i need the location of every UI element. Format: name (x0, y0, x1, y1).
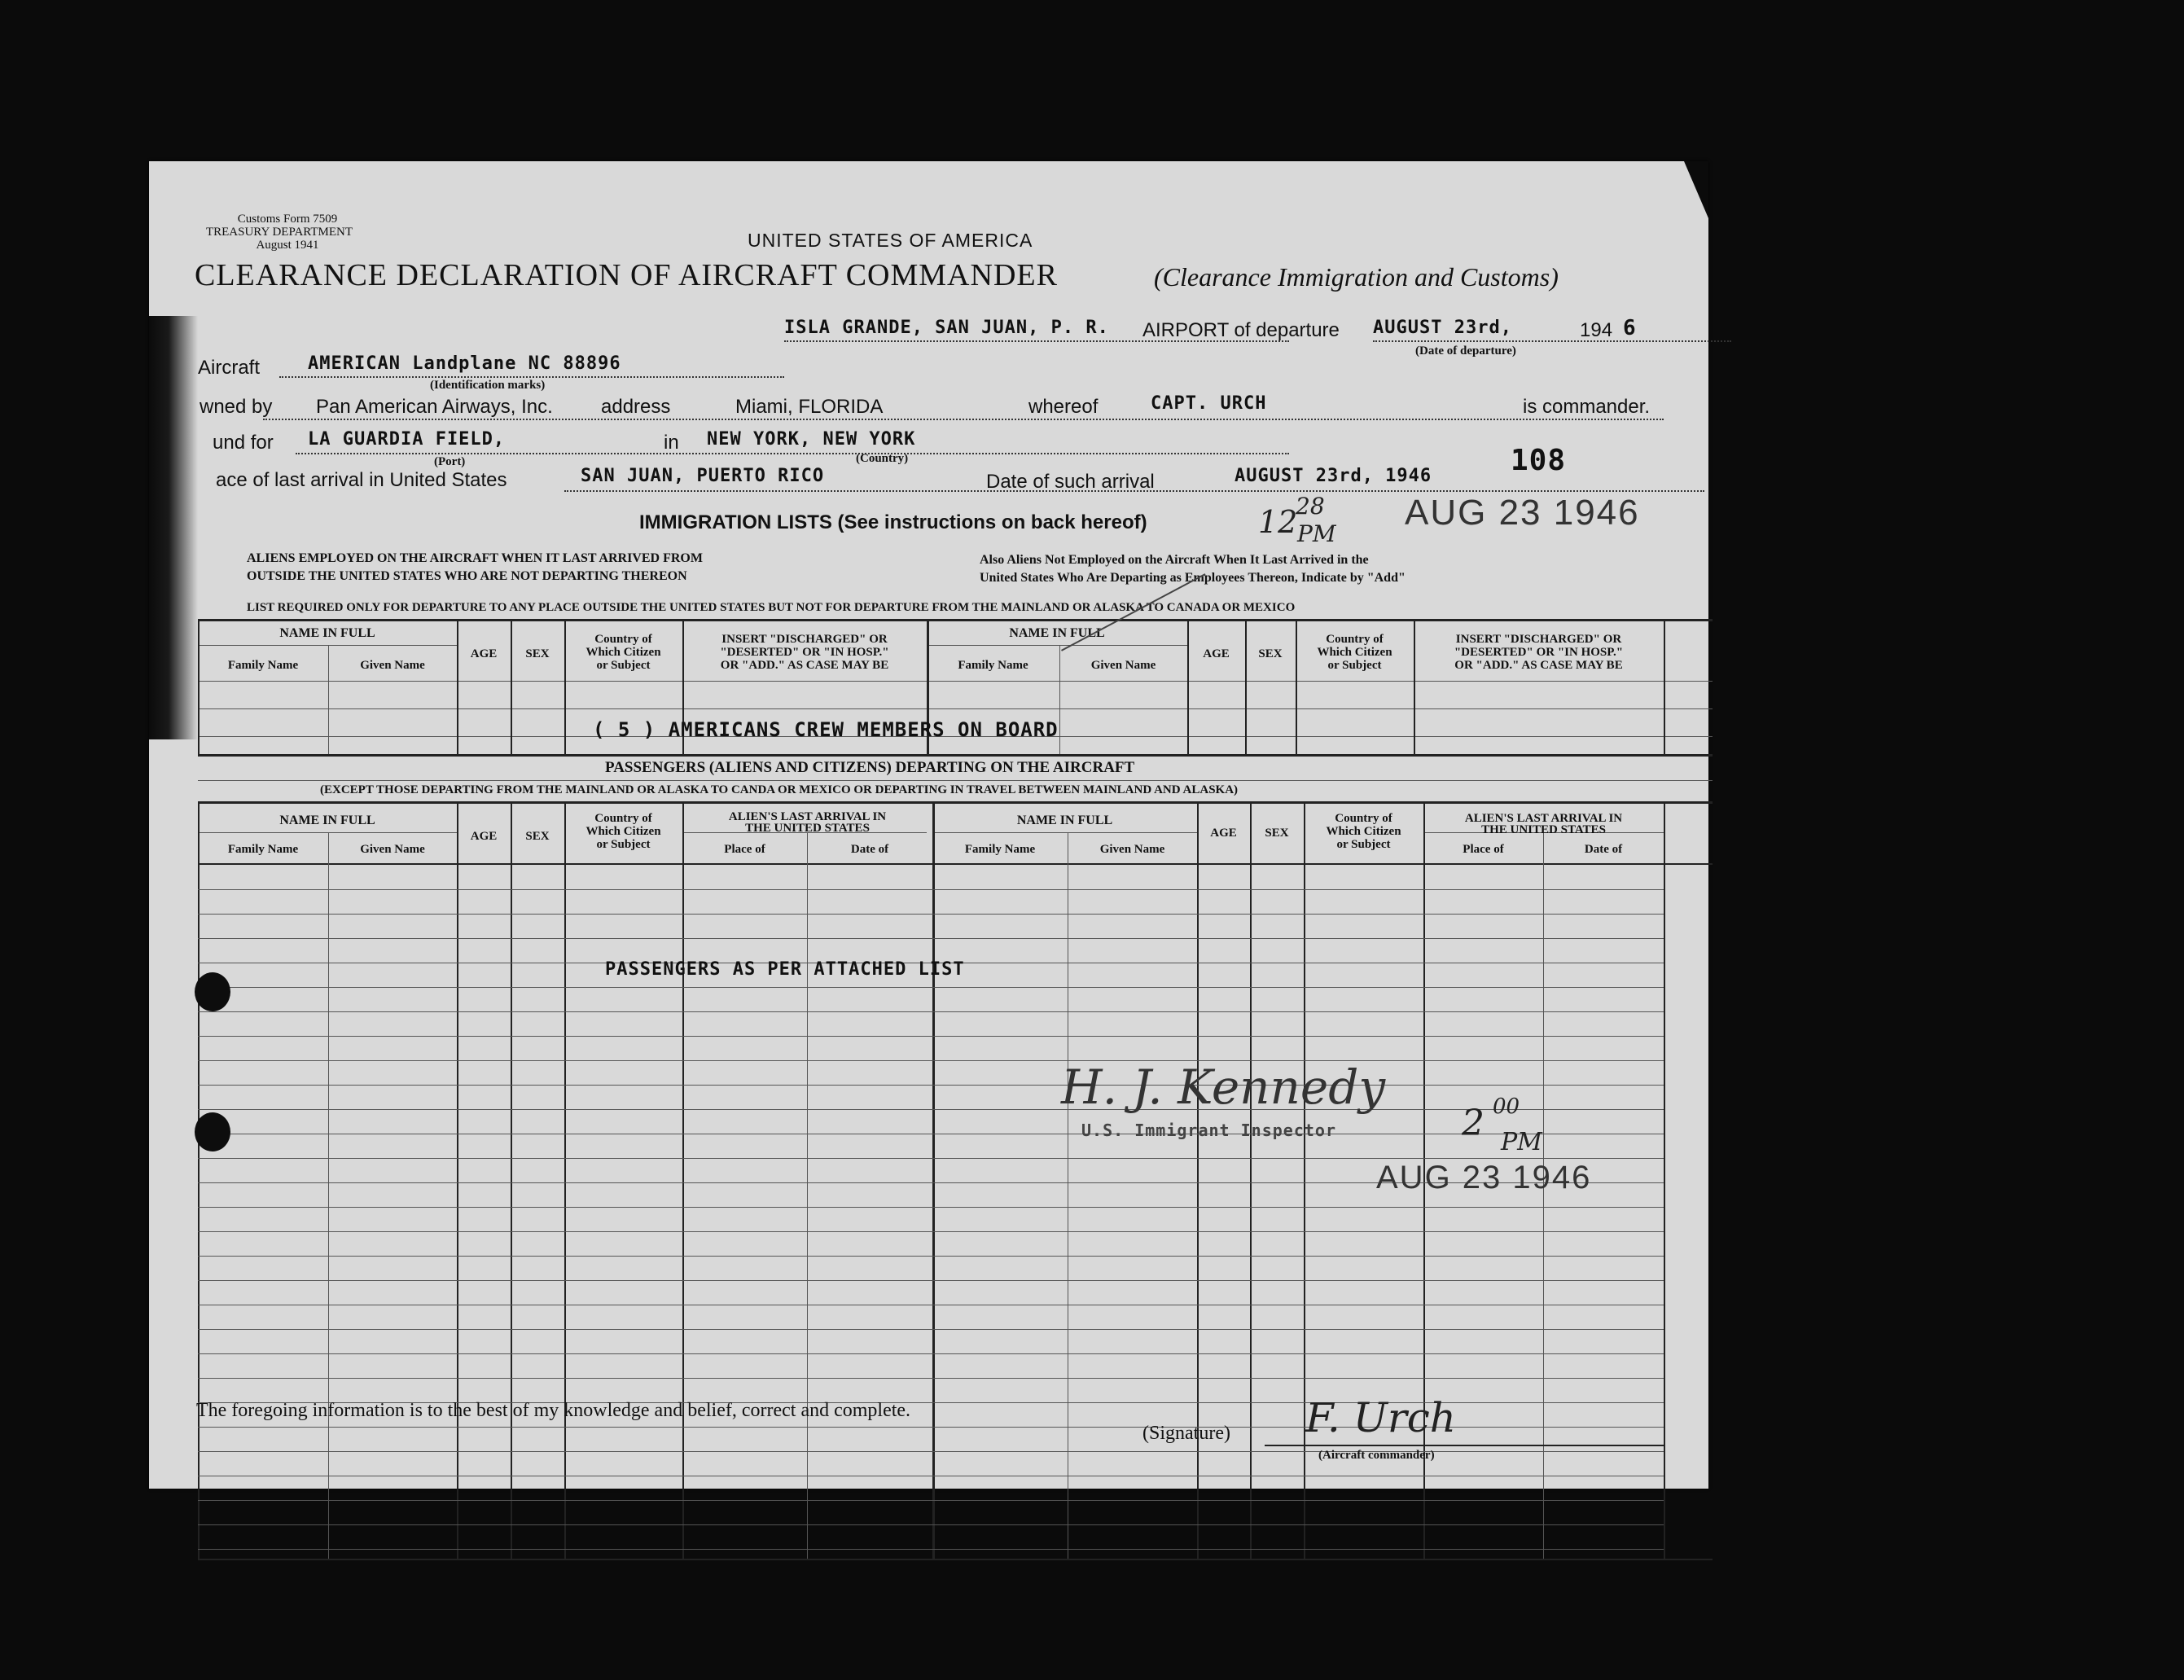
commander-signature: F. Urch (1305, 1394, 1456, 1441)
passenger-col-border (1543, 832, 1544, 1559)
passenger-row-rule (198, 1011, 1664, 1012)
passenger-row-rule (198, 1524, 1664, 1525)
passenger-row-rule (198, 1451, 1664, 1452)
passenger-col-border (328, 832, 329, 1559)
aliens-not-employed-heading-line2: United States Who Are Departing as Employees Thereon, Indicate by "Add" (980, 571, 1406, 585)
inspector-title: U.S. Immigrant Inspector (1081, 1121, 1336, 1140)
passenger-country-header-right-3: or Subject (1336, 838, 1391, 851)
clearance-declaration-form (149, 161, 1708, 1489)
passenger-row-rule (198, 914, 1664, 915)
department-name: TREASURY DEPARTMENT (205, 226, 353, 239)
crew-country-header-2: Which Citizen (585, 646, 661, 659)
form-edition: August 1941 (256, 239, 319, 252)
passenger-row-rule (198, 1353, 1664, 1354)
arrival-date: AUGUST 23rd, 1946 (1235, 466, 1432, 486)
crew-given-header: Given Name (360, 659, 425, 672)
passenger-table-bottom-rule (198, 1559, 1713, 1560)
passenger-row-rule (198, 1231, 1664, 1232)
last-arrival-label: ace of last arrival in United States (216, 469, 507, 491)
passenger-name-header: NAME IN FULL (279, 814, 375, 827)
inspector-signature: H. J. Kennedy (1061, 1059, 1386, 1115)
crew-col-border (457, 619, 458, 754)
address-label: address (601, 396, 671, 418)
form-subtitle: (Clearance Immigration and Customs) (1154, 262, 1559, 292)
aircraft-line (279, 376, 784, 378)
passenger-row-rule (198, 889, 1664, 890)
passenger-family-header-right: Family Name (964, 843, 1036, 856)
crew-family-header: Family Name (227, 659, 299, 672)
passenger-col-border (198, 801, 200, 1559)
passenger-row-rule (198, 1060, 1664, 1061)
owned-by-label: wned by (200, 396, 273, 418)
crew-insert-header-2: "DESERTED" OR "IN HOSP." (720, 646, 889, 659)
crew-family-header-right: Family Name (958, 659, 1028, 672)
passenger-row-rule (198, 1207, 1664, 1208)
whereof-label: whereof (1028, 396, 1099, 418)
crew-country-header-3: or Subject (596, 659, 651, 672)
crew-sex-header-right: SEX (1258, 647, 1283, 660)
inspection-time-minutes: 00 (1493, 1094, 1520, 1119)
passenger-name-split-rule (198, 832, 457, 833)
clearance-time-hour: 12 (1258, 504, 1298, 540)
crew-col-border (1245, 619, 1247, 754)
signature-label: (Signature) (1142, 1423, 1230, 1444)
aliens-not-employed-heading-line1: Also Aliens Not Employed on the Aircraft When It Last Arrived in the (980, 553, 1369, 567)
crew-given-header-right: Given Name (1090, 659, 1156, 672)
clearance-time-minutes: 28 (1296, 493, 1325, 520)
passenger-row-rule (198, 987, 1664, 988)
customs-form-number: Customs Form 7509 (237, 213, 338, 226)
crew-age-header: AGE (470, 647, 498, 660)
passenger-row-rule (198, 1036, 1664, 1037)
crew-country-header-right-1: Country of (1326, 633, 1384, 646)
departure-year-suffix: 6 (1623, 316, 1637, 340)
crew-age-header-right: AGE (1203, 647, 1230, 660)
inspection-time-pm: PM (1501, 1128, 1542, 1156)
inspection-date-stamp: AUG 23 1946 (1376, 1160, 1592, 1195)
departure-place: ISLA GRANDE, SAN JUAN, P. R. (784, 318, 1109, 338)
list-required-note: LIST REQUIRED ONLY FOR DEPARTURE TO ANY PLACE OUTSIDE THE UNITED STATES BUT NOT FOR DEPARTURE FROM THE MAINLAND OR ALASKA TO CANADA OR MEXICO (247, 601, 1296, 614)
crew-table-top-rule (198, 619, 1713, 621)
owned-by-line (263, 419, 1664, 420)
punch-hole (195, 1112, 230, 1151)
bound-for-line (296, 453, 1289, 454)
airport-label: AIRPORT of departure (1142, 319, 1340, 341)
last-arrival-place: SAN JUAN, PUERTO RICO (581, 466, 825, 486)
destination-country: NEW YORK, NEW YORK (707, 429, 916, 450)
signature-line (1265, 1445, 1664, 1446)
passenger-row-rule (198, 1280, 1664, 1281)
torn-corner (1684, 161, 1708, 218)
crew-name-header: NAME IN FULL (279, 626, 375, 640)
crew-sex-header: SEX (525, 647, 550, 660)
departure-date-line (1373, 340, 1731, 342)
passenger-col-border (932, 801, 935, 1559)
passengers-heading-rule (198, 780, 1713, 781)
crew-name-split-rule (927, 645, 1187, 646)
passenger-col-border (682, 801, 684, 1559)
aircraft-label: Aircraft (198, 357, 261, 379)
passengers-note: PASSENGERS AS PER ATTACHED LIST (605, 959, 965, 980)
arrival-date-label: Date of such arrival (986, 471, 1155, 493)
passenger-country-header-3: or Subject (596, 838, 651, 851)
immigration-lists-heading: IMMIGRATION LISTS (See instructions on back hereof) (639, 511, 1147, 533)
owner-name: Pan American Airways, Inc. (316, 396, 553, 418)
crew-col-border (1187, 619, 1189, 754)
passenger-col-border (564, 801, 566, 1559)
passenger-place-header: Place of (724, 843, 765, 856)
passenger-row-rule (198, 1500, 1664, 1501)
passenger-last-arrival-header-right-2: THE UNITED STATES (1481, 823, 1606, 836)
crew-insert-header-right-2: "DESERTED" OR "IN HOSP." (1454, 646, 1624, 659)
clearance-date-stamp: AUG 23 1946 (1405, 493, 1640, 533)
crew-table-header-rule (198, 681, 1713, 682)
passenger-col-border (1250, 801, 1252, 1559)
passenger-col-border (1197, 801, 1199, 1559)
crew-table-row-rule (198, 708, 1713, 709)
passenger-col-border (807, 832, 808, 1559)
clearance-time-pm: PM (1297, 520, 1336, 547)
declaration-statement: The foregoing information is to the best of my knowledge and belief, correct and complete. (196, 1400, 911, 1421)
passenger-age-header: AGE (470, 830, 498, 843)
crew-insert-header-right-3: OR "ADD." AS CASE MAY BE (1454, 659, 1623, 672)
country-heading: UNITED STATES OF AMERICA (748, 230, 1033, 251)
passenger-age-header-right: AGE (1210, 827, 1237, 840)
passenger-family-header: Family Name (227, 843, 299, 856)
aircraft-caption: (Identification marks) (430, 379, 546, 392)
crew-country-header-1: Country of (594, 633, 652, 646)
departure-date-caption: (Date of departure) (1415, 344, 1516, 357)
passenger-col-border (457, 801, 458, 1559)
passenger-name-header-right: NAME IN FULL (1016, 814, 1113, 827)
passenger-sex-header: SEX (525, 830, 550, 843)
passenger-last-arrival-header-1: ALIEN'S LAST ARRIVAL IN (728, 810, 887, 823)
crew-col-border (511, 619, 512, 754)
passenger-name-split-rule (932, 832, 1197, 833)
passenger-col-border (1664, 801, 1665, 1559)
crew-insert-header-right-1: INSERT "DISCHARGED" OR (1455, 633, 1622, 646)
passengers-subheading: (EXCEPT THOSE DEPARTING FROM THE MAINLAND OR ALASKA TO CANDA OR MEXICO OR DEPARTING IN TRAVEL BETWEEN MAINLAND AND ALASKA) (320, 783, 1239, 796)
passenger-row-rule (198, 1158, 1664, 1159)
passenger-table-top-rule (198, 801, 1713, 804)
passenger-row-rule (198, 938, 1664, 939)
passenger-sex-header-right: SEX (1265, 827, 1289, 840)
port-caption: (Port) (434, 455, 466, 468)
passenger-row-rule (198, 1329, 1664, 1330)
commander-name: CAPT. URCH (1151, 393, 1267, 414)
passenger-last-arrival-header-right-1: ALIEN'S LAST ARRIVAL IN (1464, 812, 1623, 825)
passenger-last-arrival-header-2: THE UNITED STATES (745, 822, 870, 835)
passenger-given-header-right: Given Name (1099, 843, 1165, 856)
crew-name-split-rule (198, 645, 457, 646)
is-commander-label: is commander. (1523, 396, 1651, 418)
crew-insert-header-3: OR "ADD." AS CASE MAY BE (720, 659, 889, 672)
crew-country-header-right-2: Which Citizen (1317, 646, 1392, 659)
passenger-given-header: Given Name (360, 843, 425, 856)
signature-caption: (Aircraft commander) (1318, 1449, 1435, 1462)
owner-address: Miami, FLORIDA (735, 396, 884, 418)
passenger-date-header: Date of (850, 843, 889, 856)
crew-country-header-right-3: or Subject (1327, 659, 1382, 672)
destination-port: LA GUARDIA FIELD, (308, 429, 506, 450)
bound-for-label: und for (213, 432, 274, 454)
passenger-date-header-right: Date of (1584, 843, 1623, 856)
passenger-country-header-1: Country of (594, 812, 652, 825)
crew-table-bottom-rule (198, 754, 1713, 757)
passenger-row-rule (198, 1378, 1664, 1379)
crew-note: ( 5 ) AMERICANS CREW MEMBERS ON BOARD (593, 718, 1059, 741)
crew-name-header-right: NAME IN FULL (1009, 626, 1105, 640)
departure-year-prefix: 194 (1580, 319, 1613, 341)
inspection-time-hour: 2 (1462, 1103, 1485, 1144)
passenger-col-border (511, 801, 512, 1559)
passenger-row-rule (198, 1109, 1664, 1110)
passenger-row-rule (198, 1085, 1664, 1086)
passenger-country-header-2: Which Citizen (585, 825, 661, 838)
aircraft-identification: AMERICAN Landplane NC 88896 (308, 353, 621, 374)
passengers-heading: PASSENGERS (ALIENS AND CITIZENS) DEPARTING ON THE AIRCRAFT (605, 759, 1135, 776)
country-caption: (Country) (856, 452, 909, 465)
aliens-employed-heading-line2: OUTSIDE THE UNITED STATES WHO ARE NOT DEPARTING THEREON (247, 569, 687, 583)
passenger-country-header-right-1: Country of (1335, 812, 1392, 825)
passenger-country-header-right-2: Which Citizen (1326, 825, 1401, 838)
crew-insert-header-1: INSERT "DISCHARGED" OR (721, 633, 888, 646)
passenger-row-rule (198, 1549, 1664, 1550)
punch-hole (195, 972, 230, 1011)
crew-col-border (1664, 619, 1665, 754)
passenger-row-rule (198, 1256, 1664, 1257)
passenger-place-header-right: Place of (1463, 843, 1504, 856)
passenger-table-header-rule (198, 863, 1713, 865)
form-title: CLEARANCE DECLARATION OF AIRCRAFT COMMANDER (195, 258, 1058, 292)
form-number: 108 (1511, 444, 1567, 477)
departure-date: AUGUST 23rd, (1373, 318, 1512, 338)
aliens-employed-heading-line1: ALIENS EMPLOYED ON THE AIRCRAFT WHEN IT LAST ARRIVED FROM (247, 551, 703, 565)
in-label: in (664, 432, 679, 454)
torn-left-edge (149, 316, 198, 739)
